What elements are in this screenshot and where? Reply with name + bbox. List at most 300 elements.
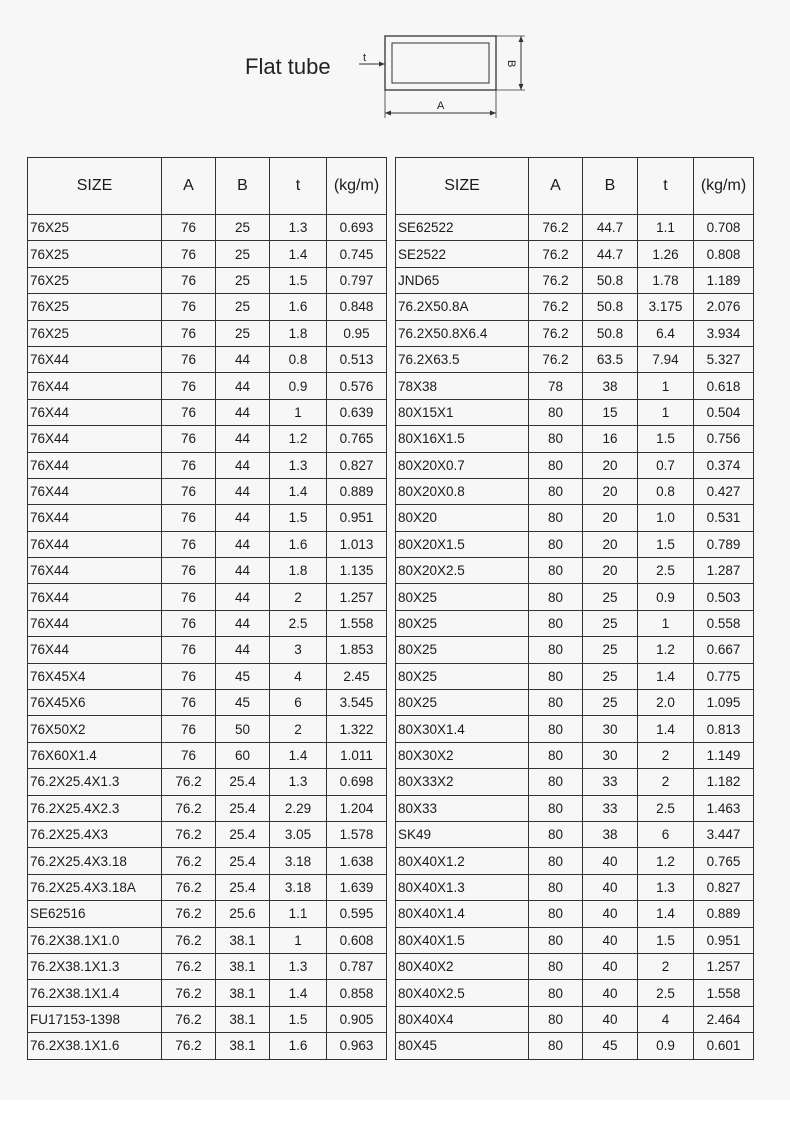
cell-size: 80X40X1.3: [396, 874, 529, 900]
table-row: [28, 901, 387, 927]
table-row: [28, 346, 387, 372]
table-row: [28, 399, 387, 425]
cell-a: 76: [162, 505, 216, 531]
cell-a: 80: [529, 637, 583, 663]
cell-size: 76X44: [28, 610, 162, 636]
cell-t: 1.6: [270, 531, 327, 557]
cell-b: 40: [583, 1006, 638, 1032]
cell-a: 76: [162, 452, 216, 478]
table-row: [396, 690, 754, 716]
col-header-a: A: [162, 158, 216, 215]
cell-weight: 1.558: [694, 980, 754, 1006]
table-row: [28, 610, 387, 636]
table-row: [28, 505, 387, 531]
table-row: [396, 980, 754, 1006]
cell-b: 38.1: [216, 1033, 270, 1059]
cell-a: 76.2: [529, 320, 583, 346]
cell-weight: 0.667: [694, 637, 754, 663]
cell-t: 1.4: [638, 716, 694, 742]
table-row: [28, 769, 387, 795]
cell-a: 80: [529, 399, 583, 425]
cell-size: 80X40X2: [396, 953, 529, 979]
cell-size: 76X60X1.4: [28, 742, 162, 768]
cell-a: 76: [162, 241, 216, 267]
cell-weight: 1.853: [327, 637, 387, 663]
cell-t: 1.78: [638, 267, 694, 293]
table-row: [396, 848, 754, 874]
cell-a: 80: [529, 716, 583, 742]
cell-t: 1.5: [638, 927, 694, 953]
cell-t: 2.29: [270, 795, 327, 821]
cell-t: 1: [638, 610, 694, 636]
cell-weight: 0.858: [327, 980, 387, 1006]
cell-size: 76X44: [28, 558, 162, 584]
cell-size: 80X33X2: [396, 769, 529, 795]
cell-size: SK49: [396, 821, 529, 847]
table-row: [396, 452, 754, 478]
cell-size: 76X44: [28, 584, 162, 610]
cell-a: 80: [529, 1033, 583, 1059]
cell-weight: 0.708: [694, 215, 754, 241]
table-row: [28, 452, 387, 478]
table-row: [396, 294, 754, 320]
cell-b: 44.7: [583, 241, 638, 267]
cell-t: 1.26: [638, 241, 694, 267]
cell-weight: 1.638: [327, 848, 387, 874]
cell-a: 76.2: [162, 953, 216, 979]
cell-a: 76: [162, 399, 216, 425]
cell-b: 44: [216, 373, 270, 399]
cell-b: 25.4: [216, 795, 270, 821]
cell-weight: 0.765: [694, 848, 754, 874]
cell-t: 3.18: [270, 848, 327, 874]
cell-weight: 0.951: [694, 927, 754, 953]
cell-size: 80X25: [396, 690, 529, 716]
table-row: [396, 1033, 754, 1059]
table-row: [396, 426, 754, 452]
cell-b: 50.8: [583, 267, 638, 293]
table-row: [396, 821, 754, 847]
cell-size: 80X20X0.8: [396, 478, 529, 504]
cell-t: 1.4: [638, 663, 694, 689]
cell-weight: 0.963: [327, 1033, 387, 1059]
cell-a: 76: [162, 294, 216, 320]
cell-a: 76: [162, 637, 216, 663]
cell-a: 76.2: [162, 821, 216, 847]
cell-weight: 1.011: [327, 742, 387, 768]
cell-size: 80X25: [396, 663, 529, 689]
col-header-t: t: [270, 158, 327, 215]
cell-size: 80X40X1.4: [396, 901, 529, 927]
cell-t: 6: [638, 821, 694, 847]
table-row: [396, 1006, 754, 1032]
cell-b: 25: [583, 690, 638, 716]
cell-weight: 1.149: [694, 742, 754, 768]
cell-size: 80X40X1.2: [396, 848, 529, 874]
cell-weight: 0.513: [327, 346, 387, 372]
table-row: [396, 558, 754, 584]
cell-weight: 1.463: [694, 795, 754, 821]
cell-size: 80X30X2: [396, 742, 529, 768]
page-title: Flat tube: [245, 54, 331, 79]
table-row: [396, 215, 754, 241]
cell-weight: 3.447: [694, 821, 754, 847]
diagram-label-b: B: [505, 60, 517, 68]
cell-a: 76: [162, 320, 216, 346]
table-row: [396, 584, 754, 610]
cell-size: 76.2X50.8X6.4: [396, 320, 529, 346]
cell-a: 76.2: [162, 795, 216, 821]
cell-weight: 0.95: [327, 320, 387, 346]
cell-b: 38.1: [216, 953, 270, 979]
cell-t: 1.3: [270, 953, 327, 979]
table-row: [396, 927, 754, 953]
cell-t: 3.05: [270, 821, 327, 847]
cell-b: 25: [583, 637, 638, 663]
table-row: [28, 663, 387, 689]
cell-size: 80X40X2.5: [396, 980, 529, 1006]
cell-weight: 0.789: [694, 531, 754, 557]
table-row: [396, 320, 754, 346]
col-header-size: SIZE: [28, 158, 162, 215]
cell-size: 76X25: [28, 294, 162, 320]
cell-t: 2: [638, 742, 694, 768]
cell-b: 25.4: [216, 821, 270, 847]
cell-b: 40: [583, 901, 638, 927]
cell-b: 25: [583, 610, 638, 636]
table-row: [396, 637, 754, 663]
cell-t: 4: [638, 1006, 694, 1032]
cell-size: 76X45X6: [28, 690, 162, 716]
cell-a: 80: [529, 531, 583, 557]
cell-b: 30: [583, 716, 638, 742]
cell-a: 80: [529, 1006, 583, 1032]
cell-size: 76.2X63.5: [396, 346, 529, 372]
cell-b: 44: [216, 426, 270, 452]
cell-size: 80X45: [396, 1033, 529, 1059]
cell-weight: 2.464: [694, 1006, 754, 1032]
cell-size: 76X25: [28, 215, 162, 241]
cell-size: 80X25: [396, 637, 529, 663]
cell-b: 25: [583, 663, 638, 689]
cell-b: 25.4: [216, 874, 270, 900]
cell-t: 1.3: [270, 215, 327, 241]
cell-t: 3.175: [638, 294, 694, 320]
cell-weight: 0.905: [327, 1006, 387, 1032]
cell-b: 40: [583, 980, 638, 1006]
table-row: [28, 241, 387, 267]
cell-weight: 0.827: [327, 452, 387, 478]
cell-size: 76.2X38.1X1.6: [28, 1033, 162, 1059]
cell-b: 45: [216, 690, 270, 716]
cell-a: 76: [162, 478, 216, 504]
cell-weight: 0.427: [694, 478, 754, 504]
cell-size: 80X20X0.7: [396, 452, 529, 478]
cell-b: 20: [583, 505, 638, 531]
cell-b: 20: [583, 531, 638, 557]
cell-b: 50.8: [583, 294, 638, 320]
cell-a: 80: [529, 848, 583, 874]
table-row: [28, 1006, 387, 1032]
cell-weight: 5.327: [694, 346, 754, 372]
cell-t: 1.1: [638, 215, 694, 241]
cell-b: 40: [583, 874, 638, 900]
table-row: [28, 426, 387, 452]
cell-t: 1.0: [638, 505, 694, 531]
cell-a: 76: [162, 215, 216, 241]
table-row: [28, 848, 387, 874]
cell-weight: 0.693: [327, 215, 387, 241]
table-header-row: [28, 158, 387, 215]
cell-size: 76X45X4: [28, 663, 162, 689]
cell-b: 38.1: [216, 927, 270, 953]
cell-t: 2.0: [638, 690, 694, 716]
cell-weight: 3.934: [694, 320, 754, 346]
cell-t: 2.5: [638, 795, 694, 821]
cell-size: 76X44: [28, 452, 162, 478]
cell-t: 7.94: [638, 346, 694, 372]
cell-size: SE62516: [28, 901, 162, 927]
cell-size: 76.2X25.4X2.3: [28, 795, 162, 821]
table-row: [28, 373, 387, 399]
table-row: [28, 478, 387, 504]
cell-weight: 0.775: [694, 663, 754, 689]
cell-b: 44.7: [583, 215, 638, 241]
cell-b: 40: [583, 848, 638, 874]
cell-t: 2: [270, 716, 327, 742]
cell-size: 80X40X4: [396, 1006, 529, 1032]
cell-b: 50.8: [583, 320, 638, 346]
cell-t: 0.9: [270, 373, 327, 399]
cell-a: 80: [529, 452, 583, 478]
cell-weight: 1.013: [327, 531, 387, 557]
cell-t: 2: [638, 953, 694, 979]
cell-b: 25: [216, 320, 270, 346]
table-row: [396, 795, 754, 821]
cell-a: 76.2: [162, 980, 216, 1006]
table-row: [28, 558, 387, 584]
cell-a: 76.2: [529, 267, 583, 293]
cell-a: 76.2: [162, 874, 216, 900]
cell-t: 1.5: [638, 426, 694, 452]
table-row: [28, 980, 387, 1006]
cell-b: 20: [583, 558, 638, 584]
table-row: [396, 953, 754, 979]
cell-weight: 0.848: [327, 294, 387, 320]
cell-weight: 0.797: [327, 267, 387, 293]
cell-a: 80: [529, 742, 583, 768]
cell-t: 1.6: [270, 1033, 327, 1059]
cell-a: 76: [162, 663, 216, 689]
cell-size: 76X44: [28, 373, 162, 399]
cell-a: 80: [529, 558, 583, 584]
table-row: [28, 742, 387, 768]
cell-size: 76.2X25.4X1.3: [28, 769, 162, 795]
cell-size: 80X25: [396, 610, 529, 636]
cell-b: 20: [583, 478, 638, 504]
col-header-b: B: [583, 158, 638, 215]
cell-t: 1.4: [270, 742, 327, 768]
cell-weight: 1.639: [327, 874, 387, 900]
cell-b: 44: [216, 610, 270, 636]
cell-t: 4: [270, 663, 327, 689]
cell-weight: 0.639: [327, 399, 387, 425]
cell-b: 40: [583, 927, 638, 953]
cell-t: 6: [270, 690, 327, 716]
cell-a: 76.2: [529, 215, 583, 241]
cell-b: 25: [216, 294, 270, 320]
table-row: [28, 531, 387, 557]
table-row: [28, 294, 387, 320]
cell-weight: 1.204: [327, 795, 387, 821]
cell-weight: 0.827: [694, 874, 754, 900]
cell-a: 76.2: [529, 241, 583, 267]
table-row: [396, 663, 754, 689]
cell-b: 25: [583, 584, 638, 610]
cell-b: 38: [583, 373, 638, 399]
cell-b: 38: [583, 821, 638, 847]
cell-t: 1.1: [270, 901, 327, 927]
cell-size: 78X38: [396, 373, 529, 399]
cell-size: 76.2X38.1X1.4: [28, 980, 162, 1006]
cell-size: 76X44: [28, 637, 162, 663]
cell-weight: 2.45: [327, 663, 387, 689]
cell-a: 80: [529, 505, 583, 531]
cell-t: 1.2: [638, 848, 694, 874]
cell-weight: 0.558: [694, 610, 754, 636]
cell-weight: 0.787: [327, 953, 387, 979]
table-row: [28, 690, 387, 716]
cell-b: 16: [583, 426, 638, 452]
cell-a: 76: [162, 584, 216, 610]
cell-size: SE62522: [396, 215, 529, 241]
table-row: [396, 373, 754, 399]
cell-a: 80: [529, 478, 583, 504]
cell-a: 76: [162, 716, 216, 742]
cell-weight: 0.618: [694, 373, 754, 399]
cell-b: 20: [583, 452, 638, 478]
cell-b: 44: [216, 399, 270, 425]
table-row: [396, 531, 754, 557]
diagram-label-a: A: [437, 100, 445, 112]
cell-t: 1.2: [638, 637, 694, 663]
table-row: [28, 953, 387, 979]
col-header-a: A: [529, 158, 583, 215]
cell-b: 44: [216, 478, 270, 504]
cell-size: 76X44: [28, 426, 162, 452]
cell-t: 3: [270, 637, 327, 663]
cell-a: 78: [529, 373, 583, 399]
cell-weight: 1.578: [327, 821, 387, 847]
cell-size: 76X44: [28, 505, 162, 531]
cell-size: 76.2X25.4X3.18: [28, 848, 162, 874]
cell-a: 76.2: [162, 901, 216, 927]
cell-a: 80: [529, 980, 583, 1006]
cell-t: 2.5: [270, 610, 327, 636]
cell-size: 76X25: [28, 241, 162, 267]
cell-t: 1.6: [270, 294, 327, 320]
cell-weight: 0.601: [694, 1033, 754, 1059]
cell-a: 76: [162, 742, 216, 768]
cell-a: 80: [529, 663, 583, 689]
cell-t: 1.4: [270, 980, 327, 1006]
cell-t: 1: [638, 399, 694, 425]
cell-b: 33: [583, 795, 638, 821]
cell-t: 1.5: [270, 1006, 327, 1032]
cell-size: FU17153-1398: [28, 1006, 162, 1032]
cell-a: 76.2: [162, 848, 216, 874]
cell-weight: 1.095: [694, 690, 754, 716]
cell-size: 80X25: [396, 584, 529, 610]
table-row: [396, 742, 754, 768]
cell-b: 44: [216, 346, 270, 372]
table-row: [396, 478, 754, 504]
cell-b: 44: [216, 637, 270, 663]
cell-b: 33: [583, 769, 638, 795]
cell-t: 1.3: [270, 452, 327, 478]
cell-t: 1.3: [270, 769, 327, 795]
cell-b: 38.1: [216, 980, 270, 1006]
cell-weight: 1.287: [694, 558, 754, 584]
cell-weight: 0.595: [327, 901, 387, 927]
cell-b: 25: [216, 215, 270, 241]
cell-size: 76X50X2: [28, 716, 162, 742]
cell-a: 80: [529, 821, 583, 847]
col-header-weight: (kg/m): [327, 158, 387, 215]
col-header-size: SIZE: [396, 158, 529, 215]
cell-t: 0.9: [638, 584, 694, 610]
cell-weight: 0.576: [327, 373, 387, 399]
cell-size: 76X25: [28, 320, 162, 346]
cell-b: 45: [583, 1033, 638, 1059]
spec-table-left: [27, 157, 387, 1060]
cell-a: 76.2: [162, 1033, 216, 1059]
cell-t: 2: [638, 769, 694, 795]
cell-size: 80X20X1.5: [396, 531, 529, 557]
table-row: [396, 874, 754, 900]
cell-b: 25.4: [216, 769, 270, 795]
cell-a: 76: [162, 426, 216, 452]
table-row: [28, 795, 387, 821]
cell-t: 1.4: [270, 241, 327, 267]
cell-b: 44: [216, 505, 270, 531]
cell-size: 80X20: [396, 505, 529, 531]
cell-weight: 0.889: [327, 478, 387, 504]
cell-size: 76X25: [28, 267, 162, 293]
cell-size: 80X15X1: [396, 399, 529, 425]
table-row: [28, 874, 387, 900]
table-row: [28, 716, 387, 742]
cell-weight: 0.531: [694, 505, 754, 531]
cell-b: 38.1: [216, 1006, 270, 1032]
cell-weight: 0.745: [327, 241, 387, 267]
cell-size: 80X16X1.5: [396, 426, 529, 452]
cell-b: 44: [216, 452, 270, 478]
cell-weight: 0.808: [694, 241, 754, 267]
cell-size: 76.2X25.4X3: [28, 821, 162, 847]
table-header-row: [396, 158, 754, 215]
cell-t: 1: [270, 399, 327, 425]
cell-a: 80: [529, 927, 583, 953]
cell-t: 0.8: [270, 346, 327, 372]
cell-a: 76: [162, 610, 216, 636]
table-row: [396, 505, 754, 531]
col-header-t: t: [638, 158, 694, 215]
flat-tube-diagram: [355, 28, 540, 123]
cell-b: 44: [216, 531, 270, 557]
cell-t: 1.5: [638, 531, 694, 557]
table-row: [28, 215, 387, 241]
